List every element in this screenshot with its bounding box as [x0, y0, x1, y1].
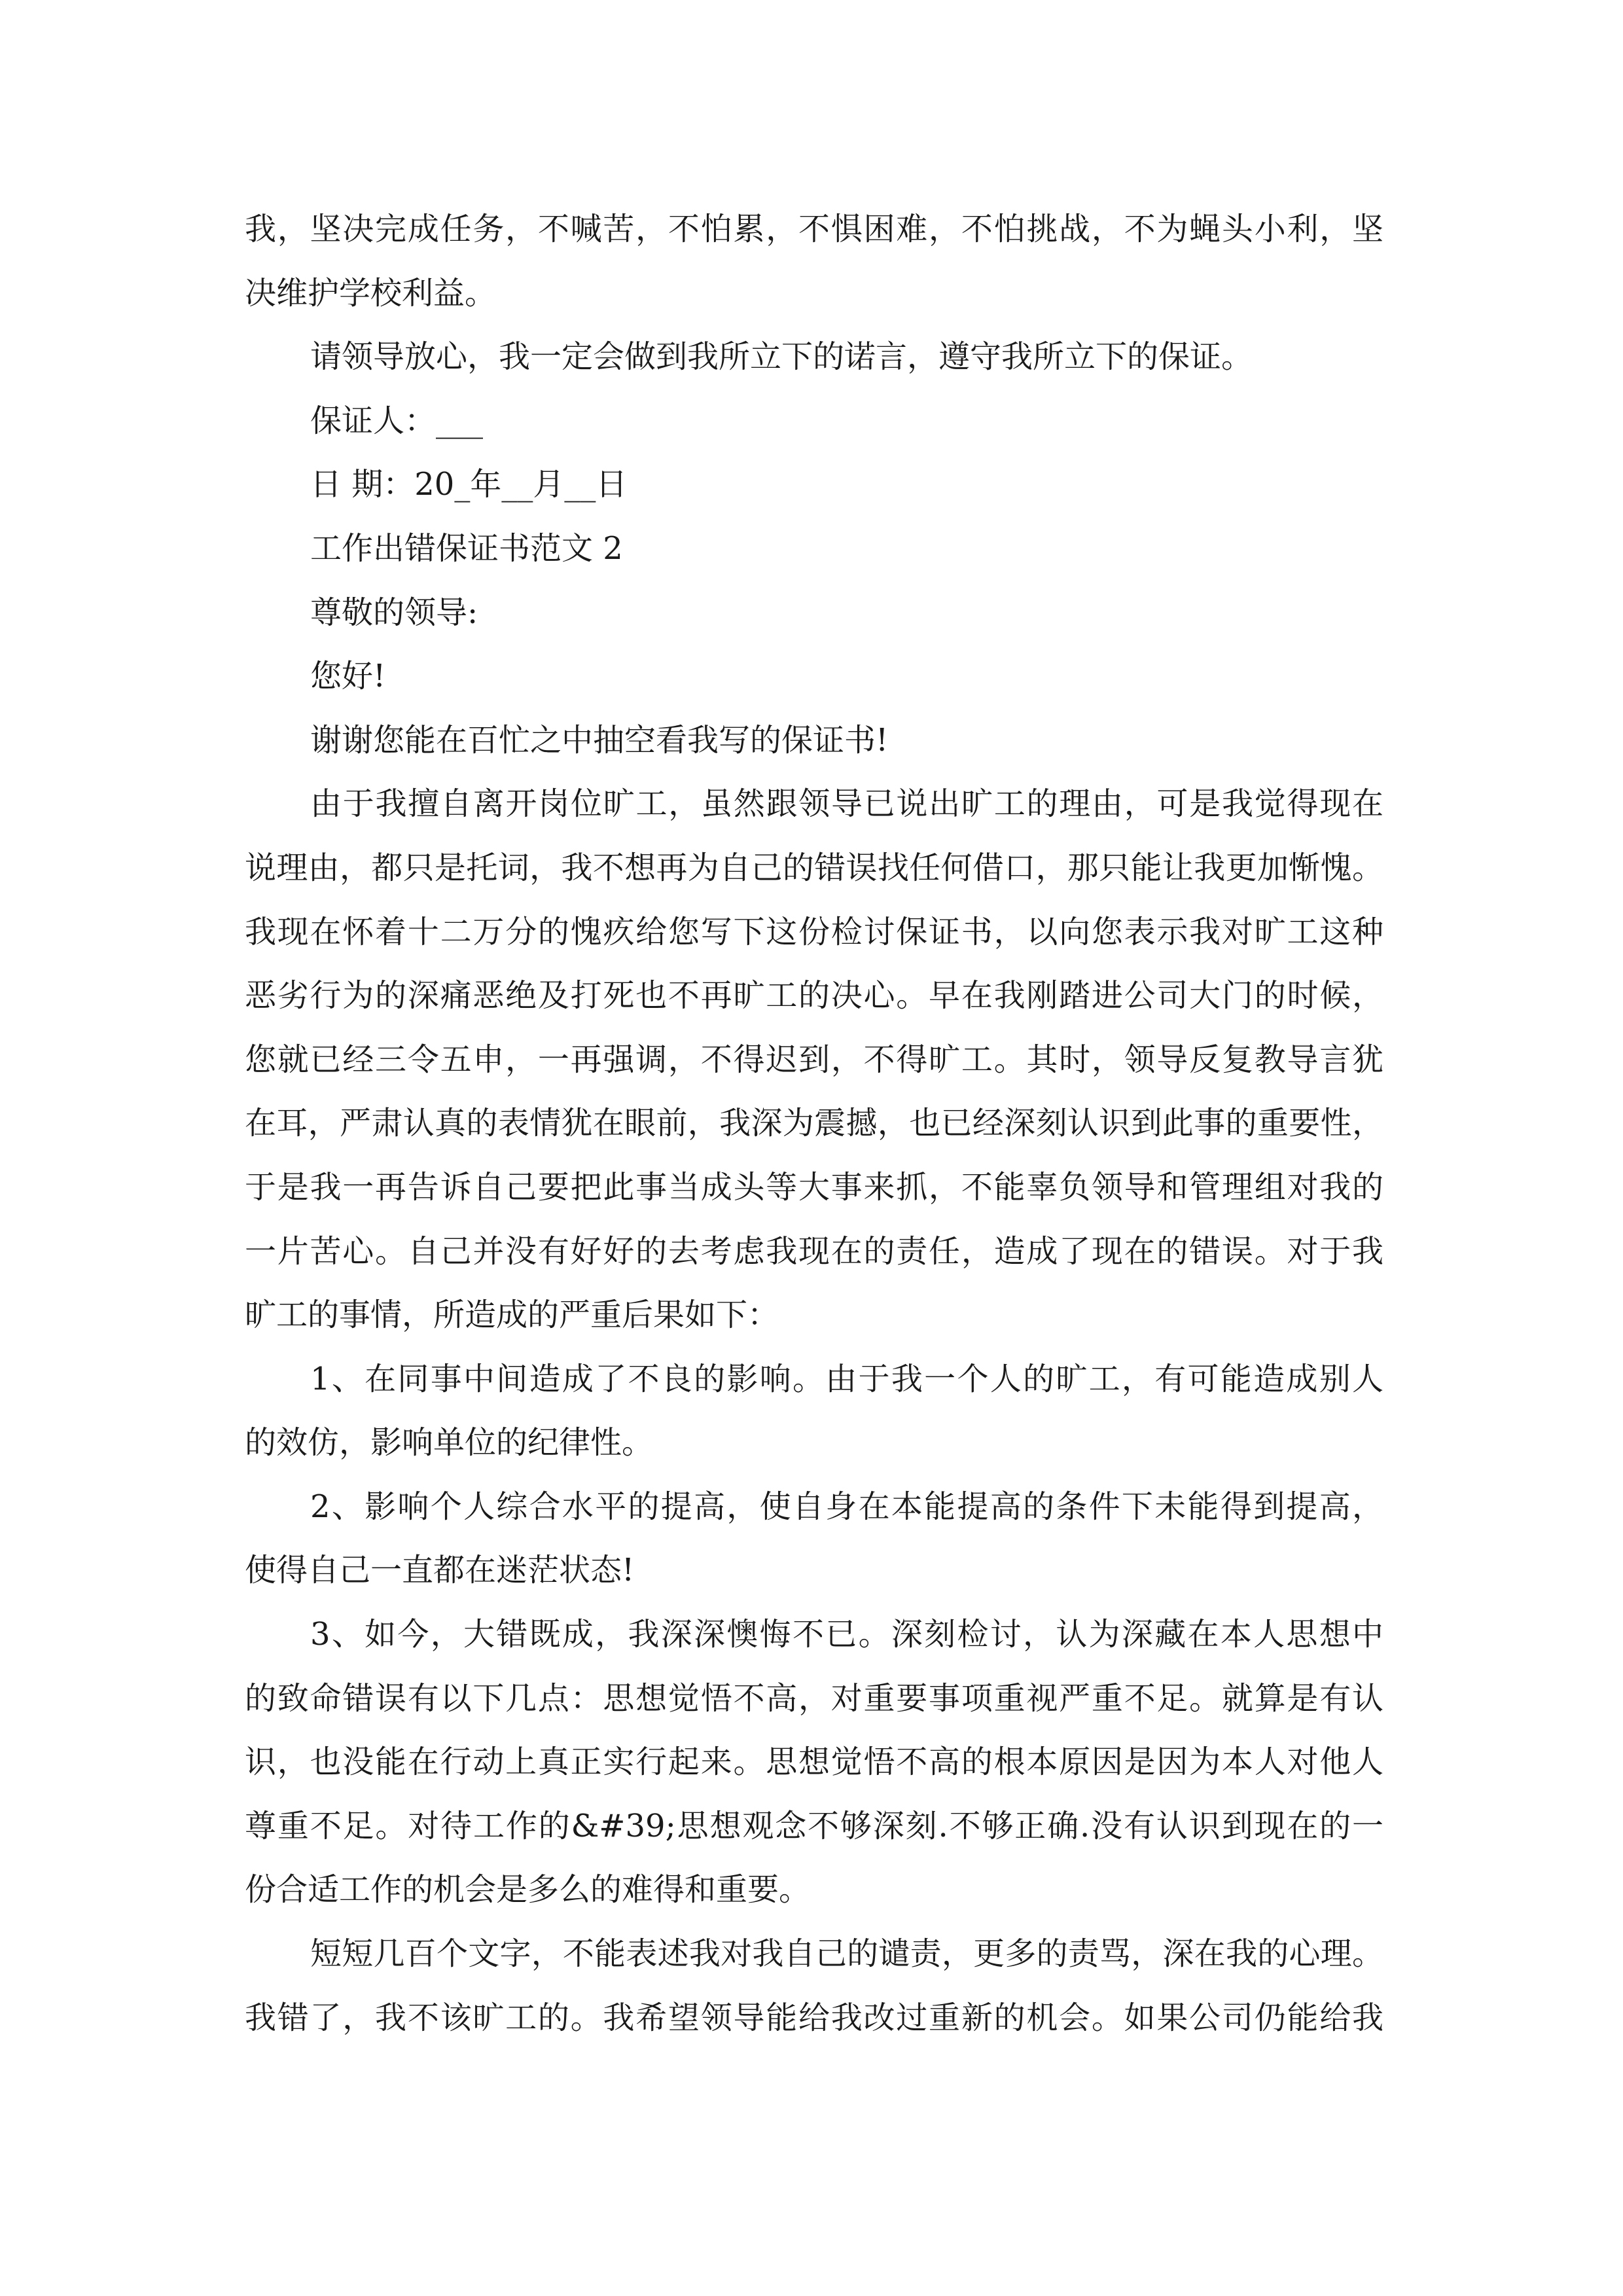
date-line: 日 期：20_年__月__日 [310, 466, 628, 503]
guarantor-line: 保证人：___ [310, 402, 484, 439]
paragraph-line: 恶劣行为的深痛恶绝及打死也不再旷工的决心。早在我刚踏进公司大门的时候， [245, 977, 1383, 1014]
paragraph-line: 我错了，我不该旷工的。我希望领导能给我改过重新的机会。如果公司仍能给我 [245, 1999, 1383, 2036]
list-item: 2、影响个人综合水平的提高，使自身在本能提高的条件下未能得到提高， [310, 1488, 1383, 1525]
paragraph-line: 决维护学校利益。 [245, 274, 497, 312]
paragraph-line: 您就已经三令五申，一再强调，不得迟到，不得旷工。其时，领导反复教导言犹 [245, 1041, 1383, 1078]
list-item-continuation: 尊重不足。对待工作的&#39;思想观念不够深刻.不够正确.没有认识到现在的一 [245, 1807, 1383, 1844]
list-item: 1、在同事中间造成了不良的影响。由于我一个人的旷工，有可能造成别人 [310, 1360, 1383, 1397]
document-body [245, 198, 1383, 2050]
list-item: 3、如今，大错既成，我深深懊悔不已。深刻检讨，认为深藏在本人思想中 [310, 1616, 1383, 1653]
section-title: 工作出错保证书范文 2 [310, 529, 623, 567]
paragraph-line: 旷工的事情，所造成的严重后果如下： [245, 1297, 779, 1334]
paragraph-line: 短短几百个文字，不能表述我对我自己的谴责，更多的责骂，深在我的心理。 [310, 1935, 1383, 1973]
paragraph-line: 我，坚决完成任务，不喊苦，不怕累，不惧困难，不怕挑战，不为蝇头小利，坚 [245, 211, 1383, 247]
salutation: 尊敬的领导: [310, 594, 478, 631]
paragraph-line: 由于我擅自离开岗位旷工，虽然跟领导已说出旷工的理由，可是我觉得现在 [310, 785, 1383, 823]
list-item-continuation: 的效仿，影响单位的纪律性。 [245, 1424, 654, 1462]
list-item-continuation: 识，也没能在行动上真正实行起来。思想觉悟不高的根本原因是因为本人对他人 [245, 1744, 1383, 1781]
paragraph-line: 于是我一再告诉自己要把此事当成头等大事来抓，不能辜负领导和管理组对我的 [245, 1168, 1383, 1206]
list-item-continuation: 份合适工作的机会是多么的难得和重要。 [245, 1871, 811, 1909]
paragraph-line: 说理由，都只是托词，我不想再为自己的错误找任何借口，那只能让我更加惭愧。 [245, 849, 1383, 886]
paragraph-line: 请领导放心，我一定会做到我所立下的诺言，遵守我所立下的保证。 [310, 338, 1253, 376]
list-item-continuation: 的致命错误有以下几点：思想觉悟不高，对重要事项重视严重不足。就算是有认 [245, 1679, 1383, 1717]
greeting: 您好! [310, 658, 386, 695]
paragraph-line: 在耳，严肃认真的表情犹在眼前，我深为震撼，也已经深刻认识到此事的重要性， [245, 1105, 1383, 1142]
paragraph-line: 一片苦心。自己并没有好好的去考虑我现在的责任，造成了现在的错误。对于我 [245, 1232, 1383, 1270]
paragraph-line: 我现在怀着十二万分的愧疚给您写下这份检讨保证书，以向您表示我对旷工这种 [245, 913, 1383, 950]
paragraph-line: 谢谢您能在百忙之中抽空看我写的保证书! [310, 721, 889, 759]
list-item-continuation: 使得自己一直都在迷茫状态! [245, 1552, 635, 1589]
